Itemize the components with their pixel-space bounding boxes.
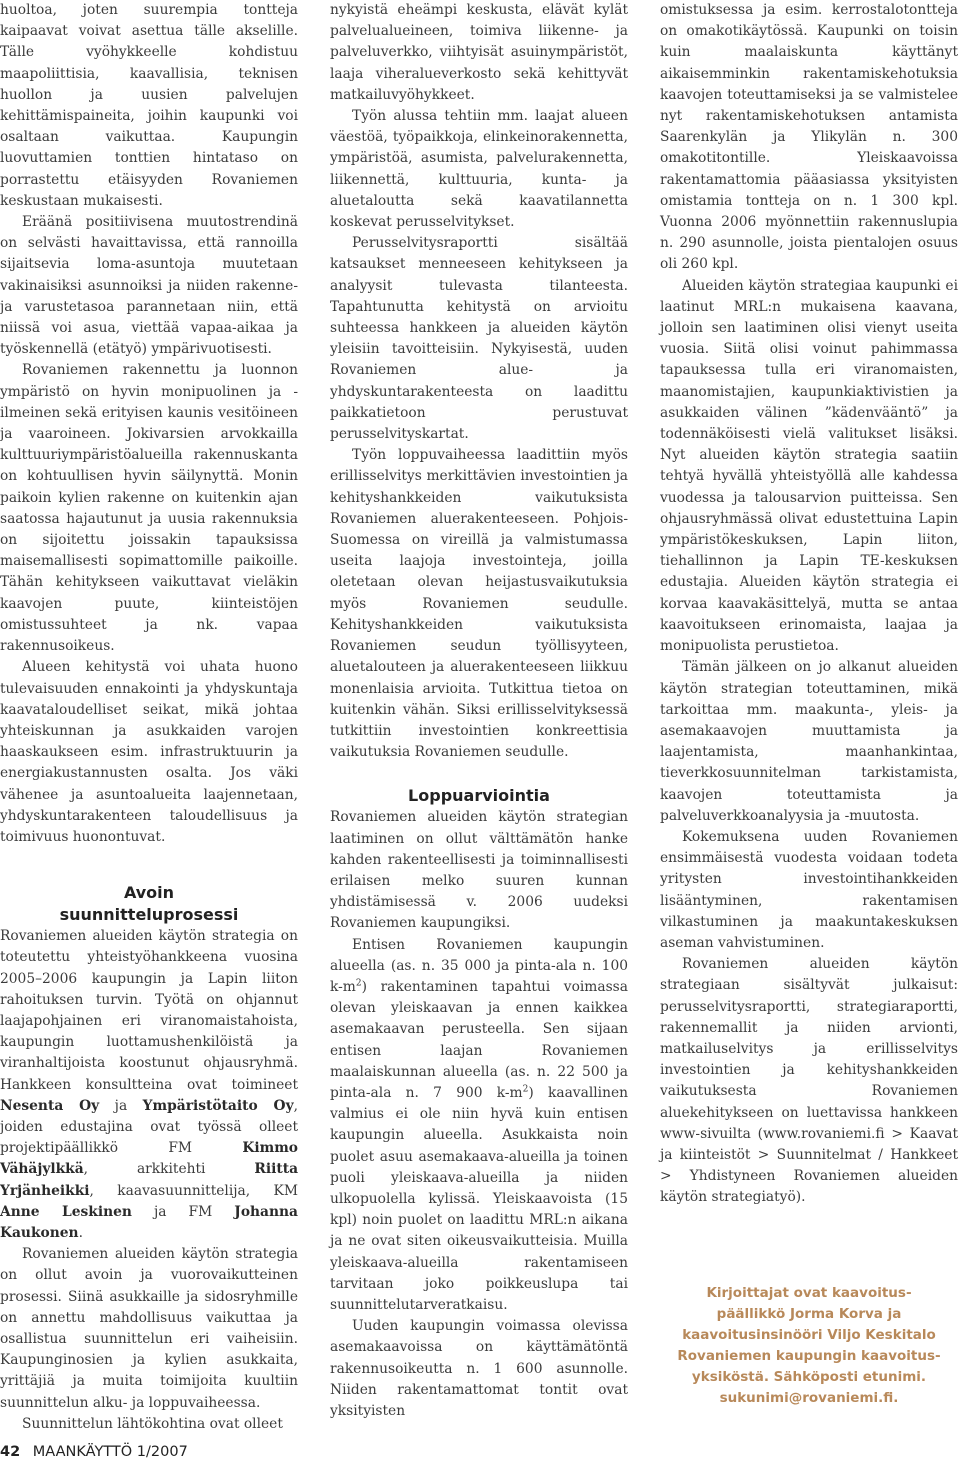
text: ja FM (153, 1203, 213, 1220)
text: , arkkitehti (83, 1161, 206, 1178)
paragraph: Rovaniemen rakennettu ja luonnon ympäristö on hyvin monipuolinen ja -ilmeinen sekä erityisen kaunis vesitöineen ja vaaroineen. Jokivarsien arvokkailla kulttuuriympäristöalueilla rakennuskanta on kohtuullisen hyvin säilynyttä. Monin paikoin kylien rakenne on kuitenkin ajan saatossa hajautunut ja uusia rakennuksia on sijoitettu joissakin tapauksissa maisemallisesti sopimattomille paikoille. Tähän kehitykseen vaikuttavat vieläkin kaavojen puute, kiinteistöjen omistussuhteet ja nk. vapaa rakennusoikeus. (0, 362, 298, 655)
section-heading (0, 882, 298, 926)
author-line: yksiköstä. Sähköposti etunimi. (691, 1369, 927, 1385)
text: Rovaniemen alueiden käytön strategia on toteutettu yhteistyöhankkeena vuosina 2005–2006 kaupungin ja Lapin liiton rahoituksen turvin. Työtä on ohjannut laajapohjainen eri viranomaistahoista, kaupungin luottamushenkilöistä ja viranhaltijoista koostunut ohjausryhmä. Hankkeen konsultteina ovat toimineet (0, 928, 298, 1093)
publication-name: MAANKÄYTTÖ 1/2007 (32, 1444, 188, 1460)
paragraph (0, 926, 298, 1244)
text: ) kaavallinen valmius ei ole niin hyvä kuin entisen kaupungin alueella. Asukkaista noin puolet asuu asemakaava-alueilla ja toinen puoli yleiskaava-alueilla ja niiden ulkopuolella kylissä. Yleiskaavoista (15 kpl) noin puolet on laadittu MRL:n aikana ja ne ovat siten oikeusvaikutteisia. Muilla yleiskaava-alueilla rakentamiseen tarvitaan joko poikkeuslupa tai suunnittelutarveratkaisu. (330, 1084, 629, 1313)
superscript: 2 (522, 1084, 529, 1095)
author-line: sukunimi@rovaniemi.fi. (719, 1390, 899, 1406)
paragraph: huoltoa, joten suurempia tontteja kaipaavat voivat asettua tälle akselille. Tälle vyöhykkeelle kohdistuu maapoliittisia, kaavallisia, teknisen huollon ja uusien palvelujen kehittämispaineita, joihin kaupunki voi osaltaan vaikuttaa. Kaupungin luovuttamien tonttien hintataso on porrastettu etäisyyden Rovaniemen keskustaan mukaisesti. (0, 2, 298, 209)
text: , kaavasuunnittelija, KM (89, 1182, 298, 1199)
paragraph: Työn alussa tehtiin mm. laajat alueen väestöä, työpaikkoja, elinkeinorakennetta, ympäristöä, asumista, palvelurakennetta, liikennettä, kulttuuria, kunta- ja aluetaloutta sekä kaavatilannetta koskevat perusselvitykset. (330, 108, 628, 231)
author-line: Rovaniemen kaupungin kaavoitus- (677, 1348, 941, 1364)
heading-line: Avoin (123, 883, 175, 903)
paragraph: Eräänä positiivisena muutostrendinä on selvästi havaittavissa, että rannoilla sijaitsevia loma-asuntoja muutetaan vakinaisiksi asunnoiksi ja niiden rakenne- ja varustetasoa parannetaan niin, että niissä voi asua, viettää vapaa-aikaa ja työskennellä (etätyö) ympärivuotisesti. (0, 214, 298, 358)
author-line: Kirjoittajat ovat kaavoitus- (706, 1285, 912, 1301)
paragraph: Uuden kaupungin voimassa olevissa asemakaavoissa on käyttämätöntä rakennusoikeutta n. 1 600 asunnolle. Niiden rakentamattomat tontit ovat yksityisten (330, 1318, 628, 1419)
company-name: Nesenta Oy (0, 1097, 100, 1114)
author-line: päällikkö Jorma Korva ja (716, 1306, 902, 1322)
person-name: Riitta Yrjänheikki (0, 1161, 299, 1199)
article-column-2 (330, 0, 628, 1422)
paragraph: Rovaniemen alueiden käytön strategia on ollut avoin ja vuorovaikutteinen prosessi. Siinä asukkaille ja sidosryhmille on annettu mahdollisuus vaikuttaa ja osallistua suunnittelun eri vaiheisiin. Kaupunginosien ja kylien asukkaita, yrittäjiä ja muita toimijoita kuultiin suunnittelun alku- ja loppuvaiheessa. (0, 1246, 298, 1411)
paragraph: Työn loppuvaiheessa laadittiin myös erillisselvitys merkittävien investointien ja kehityshankkeiden vaikutuksista Rovaniemen aluerakenteeseen. Pohjois-Suomessa on vireillä ja valmistumassa useita laajoja investointeja, joilla oletetaan olevan heijastusvaikutuksia myös Rovaniemen seudulle. Kehityshankkeiden vaikutuksista Rovaniemen seudun työllisyyteen, aluetalouteen ja aluerakenteeseen liikkuu monenlaisia arvioita. Tutkittua tietoa on kuitenkin vähän. Siksi erillisselvityksessä tutkittiin investointien konkreettisia vaikutuksia Rovaniemen seudulle. (330, 447, 628, 761)
paragraph: omistuksessa ja esim. kerrostalotontteja on omakotikäytössä. Kaupunki on toisin kuin maalaiskunta käyttänyt aikaisemminkin rakentamiskehotuksia kaavojen toteuttamiseksi ja se valmistelee nyt rakentamiskehotuksen antamista Saarenkylän ja Ylikylän n. 300 omakotitontille. Yleiskaavoissa rakentamattomia pääasiassa yksityisten omistamia tontteja on n. 1 300 kpl. Vuonna 2006 myönnettiin rakennuslupia n. 290 asunnolle, joista pientalojen osuus oli 260 kpl. (660, 2, 958, 273)
heading-line: suunnitteluprosessi (59, 905, 239, 925)
text: . (78, 1224, 83, 1241)
person-name: Johanna Kaukonen (0, 1203, 298, 1241)
paragraph: Perusselvitysraportti sisältää katsaukset menneeseen kehitykseen ja analyysit tulevasta tilanteesta. Tapahtunutta kehitystä on arvioitu suhteessa hankkeen ja alueiden käytön yleisiin tavoitteisiin. Nykyisestä, uuden Rovaniemen alue- ja yhdyskuntarakenteesta on laadittu paikkatietoon perustuvat perusselvityskartat. (330, 235, 628, 443)
person-name: Kimmo Vähäjylkkä (0, 1140, 298, 1178)
text: , joiden edustajina ovat työssä olleet projektipäällikkö FM (0, 1097, 298, 1157)
company-name: Ympäristötaito Oy (142, 1097, 294, 1114)
person-name: Anne Leskinen (0, 1203, 132, 1220)
paragraph: Kokemuksena uuden Rovaniemen ensimmäisestä vuodesta voidaan todeta yritysten investointihankkeiden lisääntyminen, rakentamisen vilkastuminen ja maakuntakeskuksen aseman vahvistuminen. (660, 828, 958, 951)
article-column-1 (0, 0, 298, 1435)
article-column-3 (660, 0, 958, 1209)
paragraph: nykyistä eheämpi keskusta, elävät kylät palvelualueineen, toimiva liikenne- ja palveluverkko, viihtyisät asuinympäristöt, laaja viheralueverkosto sekä kehittyvät matkailuvyöhykkeet. (330, 2, 628, 103)
author-line: kaavoitusinsinööri Viljo Keskitalo (682, 1327, 936, 1343)
paragraph: Rovaniemen alueiden käytön strategian laatiminen on ollut välttämätön hanke kahden rakenteellisesti ja toiminnallisesti erilaisen melko suuren kunnan yhdistämisessä v. 2006 uudeksi Rovaniemen kaupungiksi. (330, 809, 628, 932)
paragraph: Suunnittelun lähtökohtina ovat olleet (22, 1415, 283, 1432)
paragraph: Tämän jälkeen on jo alkanut alueiden käytön strategian toteuttaminen, mikä tarkoittaa mm. maakunta-, yleis- ja asemakaavojen muuttamista ja laajentamista, maanhankintaa, tieverkkosuunnitelman tarkistamista, kaavojen toteuttamista ja palveluverkkoanalyysia ja -muutosta. (660, 659, 958, 824)
superscript: 2 (355, 978, 362, 989)
text: ja (114, 1097, 128, 1114)
paragraph: Alueiden käytön strategiaa kaupunki ei laatinut MRL:n mukaisena kaavana, jolloin sen laatiminen olisi vienyt useita vuosia. Siitä olisi voinut pahimmassa tapauksessa tulla eri viranomaisten, maanomistajien, kaupunkiaktivistien ja asukkaiden välinen ”kädenvääntö” ja todennäköisesti vielä valitukset lisäksi. Nyt alueiden käytön strategia saatiin tehtyä hyvällä yhteistyöllä alle kahdessa vuodessa ja talousarvion puitteissa. Sen ohjausryhmässä olivat edustettuina Lapin ympäristökeskuksen, Lapin liiton, tiehallinnon ja Lapin TE-keskuksen edustajia. Alueiden käytön strategia ei korvaa kaavakäsittelyä, mutta se antaa kaavoitukseen erinomaista, laajaa ja monipuolista perustietoa. (660, 277, 958, 655)
page-number: 42 (0, 1444, 21, 1460)
text: Entisen Rovaniemen kaupungin alueella (as. n. 35 000 ja pinta-ala n. 100 k-m (330, 936, 628, 995)
paragraph: Alueen kehitystä voi uhata huono tulevaisuuden ennakointi ja yhdyskuntaja kaavataloudelliset seikat, mikä johtaa yhteiskunnan ja asukkaiden varojen haaskaukseen esim. infrastruktuurin ja energiakustannusten osalta. Jos väki vähenee ja asuntoalueita laajennetaan, yhdyskuntarakenteen taloudellisuus ja toimivuus huonontuvat. (0, 659, 298, 845)
paragraph: Rovaniemen alueiden käytön strategiaan sisältyvät julkaisut: perusselvitysraportti, strategiaraportti, rakennemallit ja niiden arvionti, matkailuselvitys ja erillisselvitys investointien ja kehityshankkeiden vaikutuksesta Rovaniemen aluekehitykseen on luettavissa hankkeen www-sivuilta (www.rovaniemi.fi > Kaavat ja kiinteistöt > Suunnitelmat / Hankkeet > Yhdistyneen Rovaniemen alueiden käytön strategiatyö). (660, 956, 958, 1206)
paragraph (330, 935, 628, 1317)
section-heading: Loppuarviointia (408, 786, 550, 806)
author-info-box (660, 1283, 958, 1409)
text: ) rakentaminen tapahtui voimassa olevan yleiskaavan ja ennen kaikkea asemakaavan perusteella. Sen sijaan entisen laajan Rovaniemen maalaiskunnan alueella (as. n. 22 500 ja pinta-ala n. 7 900 k-m (330, 978, 628, 1101)
page-footer (0, 1444, 188, 1460)
